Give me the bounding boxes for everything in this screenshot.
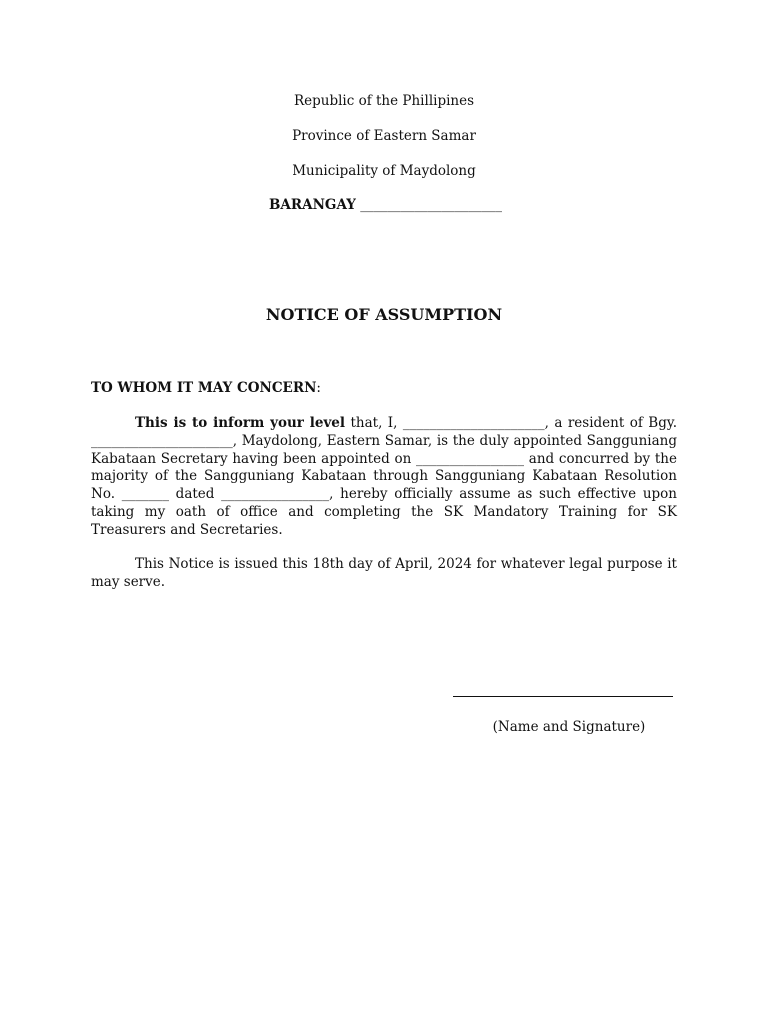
body-paragraph-1 [91, 415, 677, 540]
salutation-text: TO WHOM IT MAY CONCERN [91, 380, 317, 396]
header-province: Province of Eastern Samar [292, 128, 476, 144]
signature-label: (Name and Signature) [492, 719, 646, 735]
barangay-blank: _____________________ [360, 197, 502, 213]
header-barangay [269, 196, 502, 214]
salutation [91, 379, 321, 397]
document-title: NOTICE OF ASSUMPTION [265, 305, 503, 324]
salutation-colon: : [316, 380, 321, 396]
header-municipality: Municipality of Maydolong [292, 163, 476, 179]
paragraph-1-text: that, I, _____________________, a resident of Bgy. _____________________, Maydolong, Eastern Samar, is the duly appointed Sangguniang Kabataan Secretary having been appointed on ________________ and concurred by the majority of the Sangguniang Kabataan through Sangguniang Kabataan Resolution No. _______ dated ________________, hereby officially assume as such effective upon taking my oath of office and completing the SK Mandatory Training for SK Treasurers and Secretaries. [91, 415, 677, 538]
signature-line [453, 696, 673, 697]
header-republic: Republic of the Phillipines [293, 93, 475, 109]
barangay-label: BARANGAY [269, 197, 356, 213]
paragraph-lead: This is to inform your level [135, 415, 346, 431]
body-paragraph-2: This Notice is issued this 18th day of April, 2024 for whatever legal purpose it may serve. [91, 556, 677, 590]
